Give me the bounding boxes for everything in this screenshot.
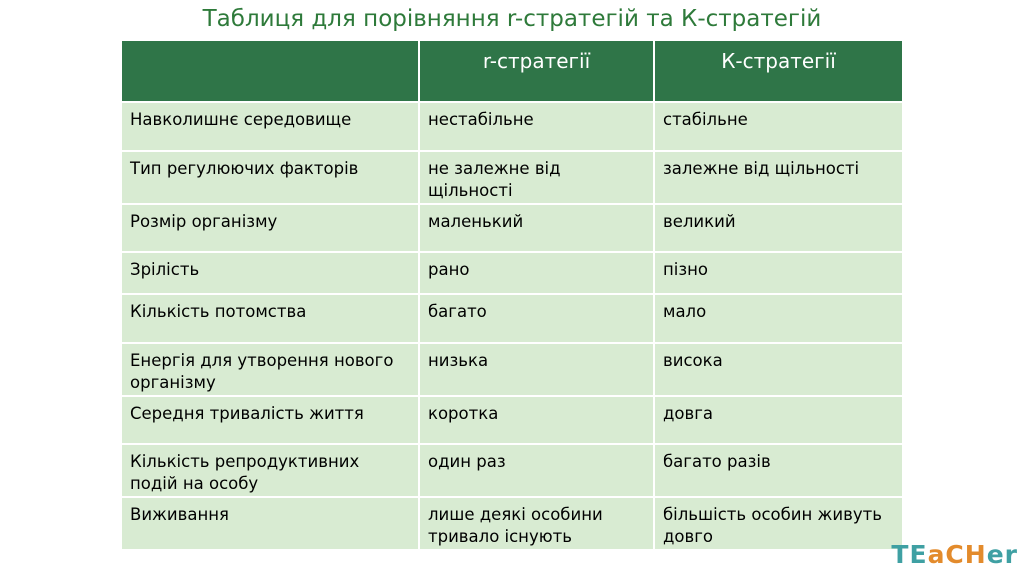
table-row — [122, 444, 902, 497]
header-cell-r-strategy: r-стратегії — [419, 41, 654, 102]
k-strategy-value: стабільне — [654, 102, 902, 151]
k-strategy-value: більшість особин живуть довго — [654, 497, 902, 549]
k-strategy-value: висока — [654, 343, 902, 396]
teacher-logo — [891, 540, 1018, 570]
slide-title: Таблиця для порівняння r-стратегій та К-стратегій — [202, 6, 822, 32]
header-cell-empty — [122, 41, 419, 102]
k-strategy-value: багато разів — [654, 444, 902, 497]
comparison-table — [122, 41, 902, 549]
r-strategy-value: один раз — [419, 444, 654, 497]
table-row — [122, 396, 902, 444]
k-strategy-value: залежне від щільності — [654, 151, 902, 204]
logo-part-3: er — [986, 540, 1018, 569]
k-strategy-value: великий — [654, 204, 902, 252]
table-row — [122, 343, 902, 396]
table-row — [122, 151, 902, 204]
k-strategy-value: довга — [654, 396, 902, 444]
k-strategy-value: мало — [654, 294, 902, 343]
table-row — [122, 294, 902, 343]
row-label: Тип регулюючих факторів — [122, 151, 419, 204]
r-strategy-value: багато — [419, 294, 654, 343]
r-strategy-value: коротка — [419, 396, 654, 444]
row-label: Виживання — [122, 497, 419, 549]
logo-part-1: TE — [891, 540, 928, 569]
r-strategy-value: маленький — [419, 204, 654, 252]
table-header-row — [122, 41, 902, 102]
row-label: Зрілість — [122, 252, 419, 294]
row-label: Розмір організму — [122, 204, 419, 252]
row-label: Енергія для утворення нового організму — [122, 343, 419, 396]
r-strategy-value: не залежне від щільності — [419, 151, 654, 204]
row-label: Навколишнє середовище — [122, 102, 419, 151]
table-row — [122, 252, 902, 294]
k-strategy-value: пізно — [654, 252, 902, 294]
r-strategy-value: рано — [419, 252, 654, 294]
row-label: Кількість репродуктивних подій на особу — [122, 444, 419, 497]
header-cell-k-strategy: К-стратегії — [654, 41, 902, 102]
table-row — [122, 102, 902, 151]
table-row — [122, 497, 902, 549]
row-label: Середня тривалість життя — [122, 396, 419, 444]
logo-part-2: aCH — [927, 540, 987, 569]
r-strategy-value: нестабільне — [419, 102, 654, 151]
table-row — [122, 204, 902, 252]
r-strategy-value: низька — [419, 343, 654, 396]
r-strategy-value: лише деякі особини тривало існують — [419, 497, 654, 549]
row-label: Кількість потомства — [122, 294, 419, 343]
